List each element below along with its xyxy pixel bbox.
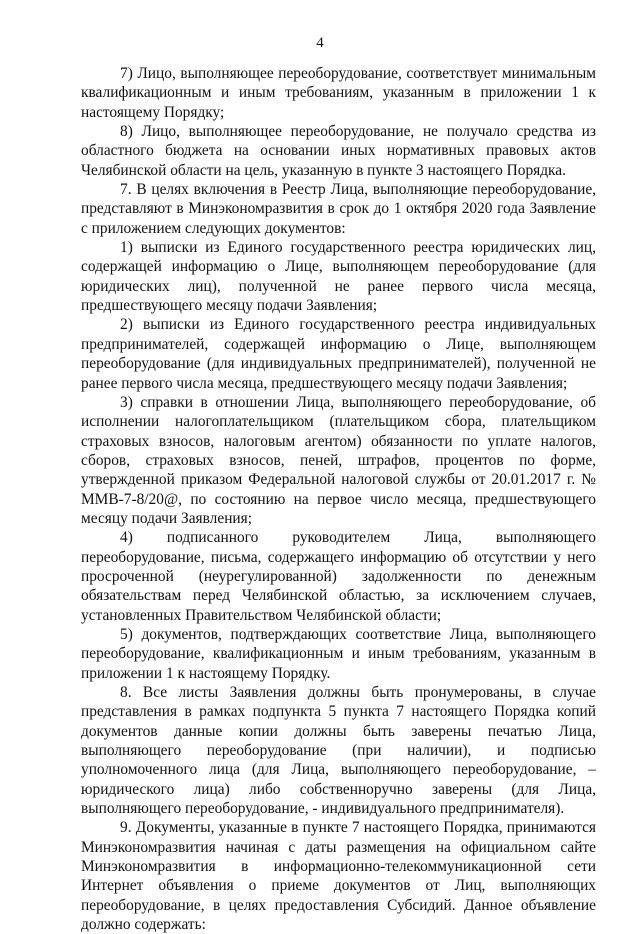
paragraph-item-8-no-budget-funds: 8) Лицо, выполняющее переоборудование, не получало средства из областного бюджета на основании иных нормативных правовых актов Челябинской области на цель, указанную в пункте 3 настоящего Порядка. — [81, 123, 596, 179]
paragraph-item-7-requirements: 7) Лицо, выполняющее переоборудование, соответствует минимальным квалификационным и иным требованиям, указанным в приложении 1 к настоящему Порядку; — [81, 65, 596, 121]
paragraph-doc-1-legal-entities-extract: 1) выписки из Единого государственного реестра юридических лиц, содержащей информацию о Лице, выполняющем переоборудование (для юридических лиц), полученной не ранее первого числа месяца, предшествующего месяцу подачи Заявления; — [81, 239, 596, 315]
paragraph-doc-5-qualification-documents: 5) документов, подтверждающих соответствие Лица, выполняющего переоборудование, квалификационным и иным требованиям, указанным в приложении 1 к настоящему Порядку. — [81, 625, 596, 682]
paragraph-doc-2-entrepreneurs-extract: 2) выписки из Единого государственного реестра индивидуальных предпринимателей, содержащей информацию о Лице, выполняющем переоборудование (для индивидуальных предпринимателей), полученной не ранее первого числа месяца, предшествующего месяцу подачи Заявления; — [81, 316, 596, 392]
paragraph-clause-8-numbering-certification: 8. Все листы Заявления должны быть пронумерованы, в случае представления в рамках подпункта 5 пункта 7 настоящего Порядка копий документов данные копии должны быть заверены печатью Лица, выполняющего переоборудование (при наличии), и подписью уполномоченного лица (для Лица, выполняющего переоборудование, – юридического лица) либо собственноручно заверены (для Лица, выполняющего переоборудование, - индивидуального предпринимателя). — [81, 684, 596, 818]
paragraph-clause-9-acceptance-announcement: 9. Документы, указанные в пункте 7 настоящего Порядка, принимаются Минэкономразвития начиная с даты размещения на официальном сайте Минэкономразвития в информационно-телекоммуникационной сети Интернет объявления о приеме документов от Лиц, выполняющих переоборудование, в целях предоставления Субсидий. Данное объявление должно содержать: — [81, 819, 596, 934]
paragraph-doc-4-no-debt-letter: 4) подписанного руководителем Лица, выполняющего переоборудование, письма, содержащего информацию об отсутствии у него просроченной (неурегулированной) задолженности по денежным обязательствам перед Челябинской областью, за исключением случаев, установленных Правительством Челябинской области; — [81, 529, 596, 624]
document-body — [81, 64, 596, 934]
paragraph-doc-3-tax-certificate: 3) справки в отношении Лица, выполняющего переоборудование, об исполнении налогоплательщиком (плательщиком сбора, плательщиком страховых взносов, налоговым агентом) обязанности по уплате налогов, сборов, страховых взносов, пеней, штрафов, процентов по форме, утвержденной приказом Федеральной налоговой службы от 20.01.2017 г. № ММВ-7-8/20@, по состоянию на первое число месяца, предшествующего месяцу подачи Заявления; — [81, 393, 596, 527]
page-number: 4 — [316, 35, 324, 51]
paragraph-clause-7-registry-inclusion: 7. В целях включения в Реестр Лица, выполняющие переоборудование, представляют в Минэкономразвития в срок до 1 октября 2020 года Заявление с приложением следующих документов: — [81, 181, 596, 237]
